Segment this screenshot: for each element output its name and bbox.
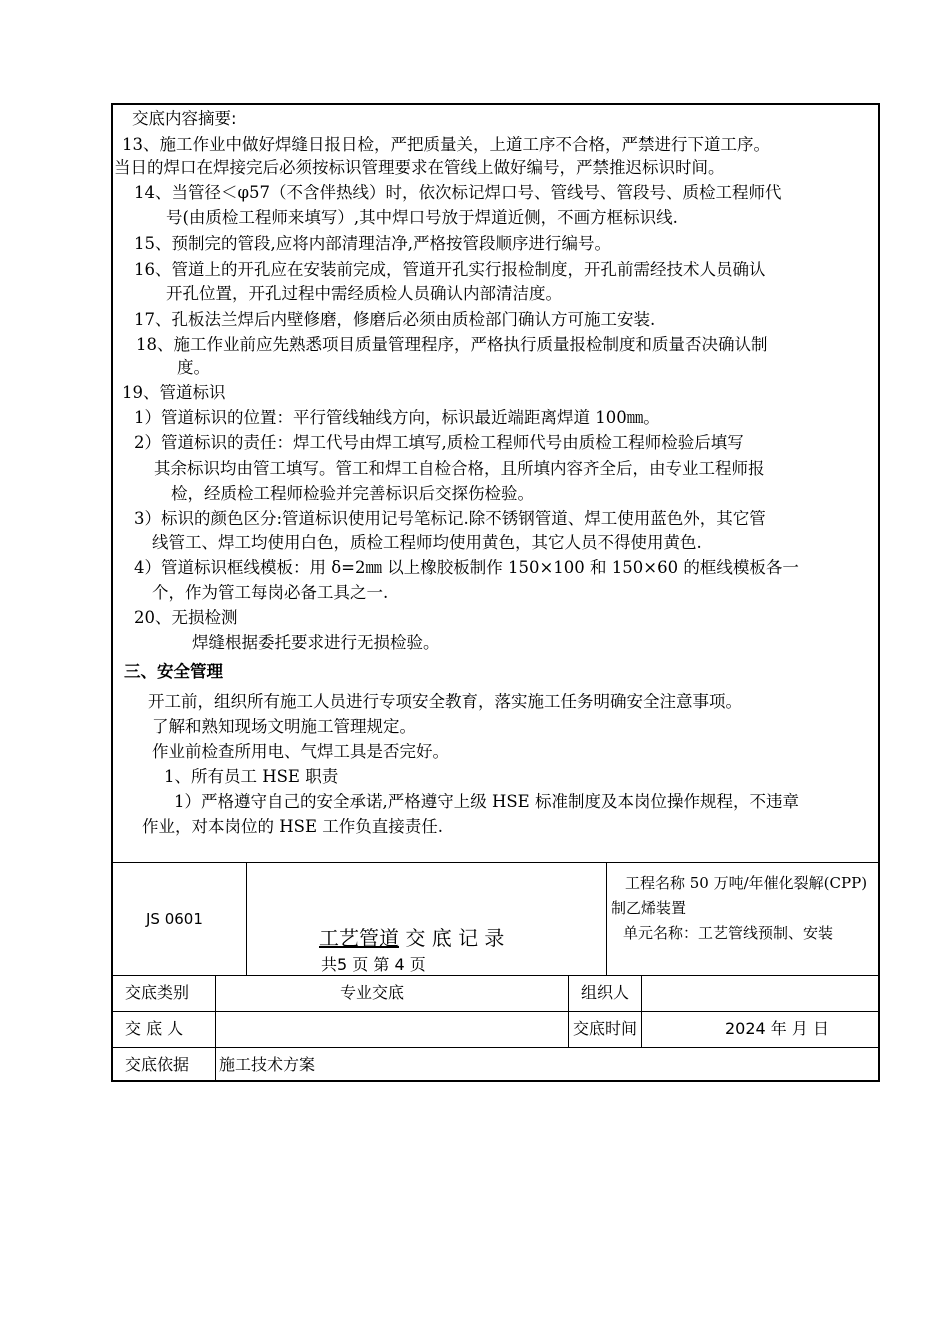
content-line: 15、预制完的管段,应将内部清理洁净,严格按管段顺序进行编号。 <box>134 234 611 253</box>
content-line: 4）管道标识框线模板：用 δ=2㎜ 以上橡胶板制作 150×100 和 150×60 的框线模板各一 <box>134 558 799 577</box>
content-line: 3）标识的颜色区分:管道标识使用记号笔标记.除不锈钢管道、焊工使用蓝色外，其它管 <box>134 509 766 528</box>
divider <box>113 1011 878 1012</box>
content-line: 作业前检查所用电、气焊工具是否完好。 <box>152 742 449 761</box>
form-title-rest: 交 底 记 录 <box>405 926 505 950</box>
handover-time-label: 交底时间 <box>572 1019 637 1038</box>
content-line: 1）管道标识的位置：平行管线轴线方向，标识最近端距离焊道 100㎜。 <box>134 408 660 427</box>
content-line: 1）严格遵守自己的安全承诺,严格遵守上级 HSE 标准制度及本岗位操作规程，不违章 <box>174 792 799 811</box>
handover-type-value: 专业交底 <box>340 983 405 1002</box>
divider <box>113 862 878 863</box>
content-line: 个，作为管工每岗必备工具之一. <box>152 583 389 602</box>
handover-content <box>113 105 878 862</box>
content-line: 19、管道标识 <box>122 383 226 402</box>
content-line: 2）管道标识的责任：焊工代号由焊工填写,质检工程师代号由质检工程师检验后填写 <box>134 433 744 452</box>
handover-basis-label: 交底依据 <box>125 1055 190 1074</box>
organizer-label: 组织人 <box>580 983 629 1002</box>
project-name-cont: 制乙烯装置 <box>611 899 687 917</box>
content-line: 了解和熟知现场文明施工管理规定。 <box>152 717 416 736</box>
content-line: 16、管道上的开孔应在安装前完成，管道开孔实行报检制度，开孔前需经技术人员确认 <box>134 260 766 279</box>
presenter-label: 交 底 人 <box>125 1019 184 1038</box>
content-line: 17、孔板法兰焊后内壁修磨，修磨后必须由质检部门确认方可施工安装. <box>134 310 656 329</box>
form-title-underlined: 工艺管道 <box>319 926 399 950</box>
divider <box>113 975 878 976</box>
content-line: 作业，对本岗位的 HSE 工作负直接责任. <box>142 817 443 836</box>
handover-record-sheet <box>111 103 880 1082</box>
content-line: 18、施工作业前应先熟悉项目质量管理程序，严格执行质量报检制度和质量否决确认制 <box>136 335 768 354</box>
content-line: 焊缝根据委托要求进行无损检验。 <box>192 633 440 652</box>
content-line: 度。 <box>177 358 210 377</box>
handover-basis-value: 施工技术方案 <box>219 1055 316 1074</box>
content-line: 13、施工作业中做好焊缝日报日检，严把质量关，上道工序不合格，严禁进行下道工序。 <box>122 135 770 154</box>
divider <box>215 975 216 1082</box>
content-line: 14、当管径＜φ57（不含伴热线）时，依次标记焊口号、管线号、管段号、质检工程师代 <box>134 183 782 202</box>
handover-type-label: 交底类别 <box>125 983 190 1002</box>
form-code: JS 0601 <box>146 910 203 928</box>
form-title <box>319 925 504 951</box>
content-line: 其余标识均由管工填写。管工和焊工自检合格，且所填内容齐全后，由专业工程师报 <box>154 459 765 478</box>
content-line: 开工前，组织所有施工人员进行专项安全教育，落实施工任务明确安全注意事项。 <box>148 692 742 711</box>
divider <box>113 1047 878 1048</box>
content-line: 检，经质检工程师检验并完善标识后交探伤检验。 <box>171 484 534 503</box>
handover-time-value: 2024 年 月 日 <box>725 1019 829 1038</box>
content-line: 20、无损检测 <box>134 608 238 627</box>
content-line: 1、所有员工 HSE 职责 <box>164 767 339 786</box>
content-line: 开孔位置，开孔过程中需经质检人员确认内部清洁度。 <box>166 284 562 303</box>
unit-name: 单元名称：工艺管线预制、安装 <box>623 924 834 942</box>
content-line: 号(由质检工程师来填写）,其中焊口号放于焊道近侧，不画方框标识线. <box>166 208 678 227</box>
summary-label: 交底内容摘要: <box>132 109 237 128</box>
page-count: 共5 页 第 4 页 <box>321 955 426 974</box>
project-name: 工程名称 50 万吨/年催化裂解(CPP) <box>625 874 868 892</box>
divider <box>246 862 247 975</box>
content-line: 线管工、焊工均使用白色，质检工程师均使用黄色，其它人员不得使用黄色. <box>152 533 702 552</box>
divider <box>606 862 607 975</box>
content-line: 当日的焊口在焊接完后必须按标识管理要求在管线上做好编号，严禁推迟标识时间。 <box>114 158 725 177</box>
section-heading: 三、安全管理 <box>124 662 223 681</box>
